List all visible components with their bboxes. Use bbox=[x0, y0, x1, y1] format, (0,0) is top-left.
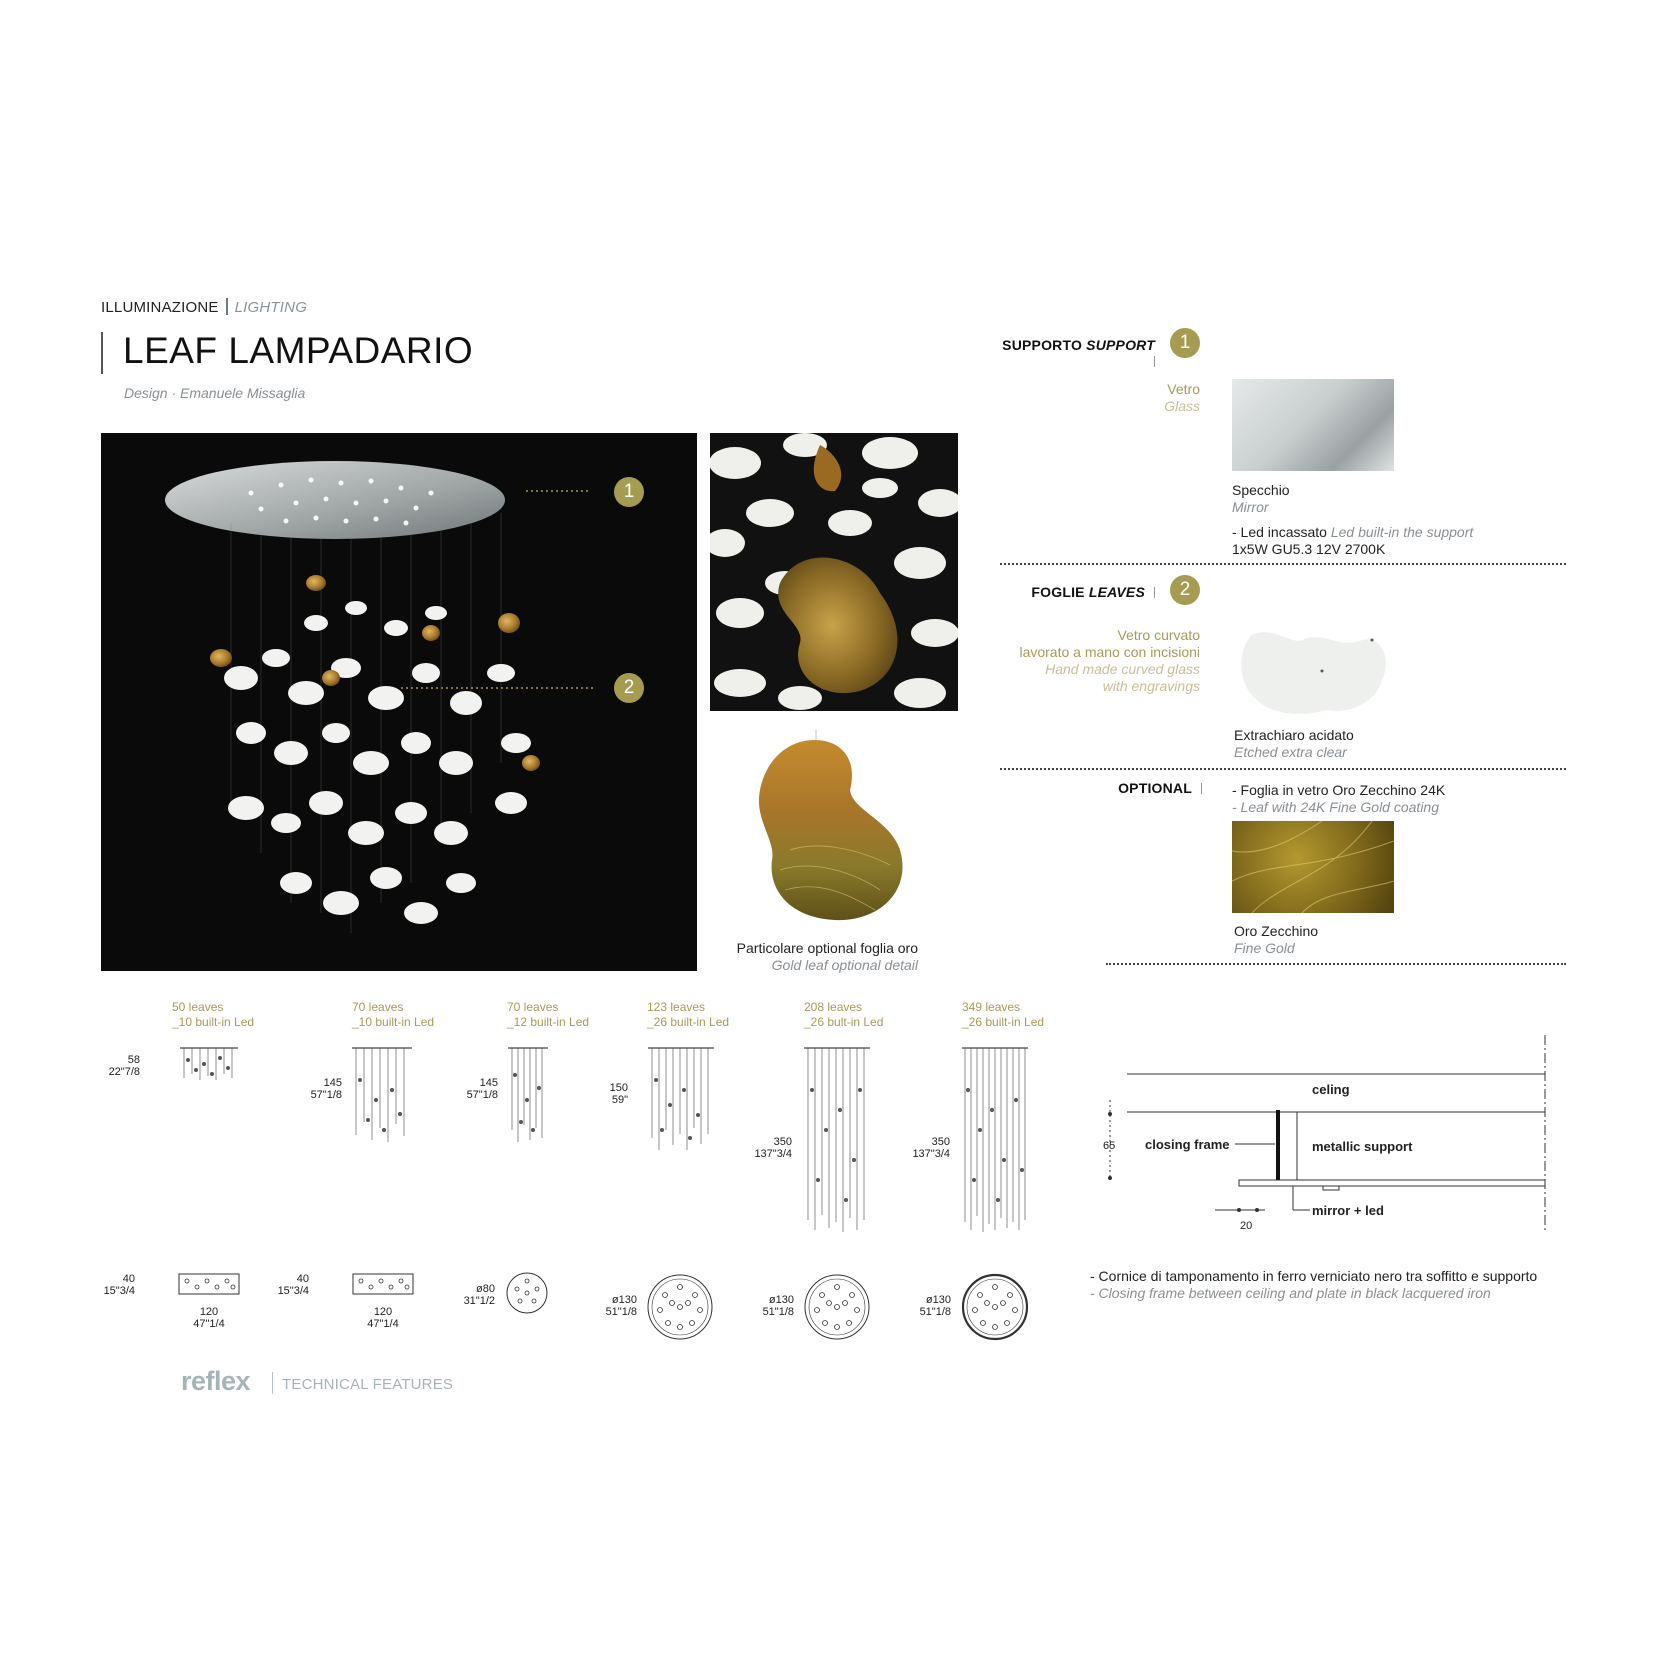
page-title: LEAF LAMPADARIO bbox=[123, 330, 474, 371]
support-heading-divider bbox=[1154, 356, 1155, 367]
config-4-diameter-cm: ø130 bbox=[611, 1294, 637, 1306]
config-3-diameter bbox=[450, 1283, 495, 1307]
support-led-it: - Led incassato bbox=[1232, 524, 1327, 540]
gold-leaf-caption bbox=[700, 940, 918, 974]
config-1-leaves: 50 leaves bbox=[172, 1000, 224, 1014]
config-1-length bbox=[184, 1306, 234, 1330]
optional-heading-text: OPTIONAL bbox=[1118, 780, 1192, 796]
config-5-led: _26 bult-in Led bbox=[804, 1015, 884, 1029]
optional-desc-it: - Foglia in vetro Oro Zecchino 24K bbox=[1232, 782, 1446, 798]
chandelier-photo bbox=[101, 433, 697, 971]
config-4-diameter bbox=[592, 1294, 637, 1318]
config-3-diameter-cm: ø80 bbox=[476, 1283, 495, 1295]
support-finish-it: Specchio bbox=[1232, 482, 1290, 498]
leaves-heading-it: FOGLIE bbox=[1031, 584, 1085, 600]
config-3-led: _12 built-in Led bbox=[507, 1015, 590, 1029]
support-led-en: Led built-in the support bbox=[1330, 524, 1474, 540]
optional-finish-en: Fine Gold bbox=[1234, 940, 1295, 956]
config-2-width bbox=[274, 1273, 309, 1297]
config-5-diameter bbox=[749, 1294, 794, 1318]
closing-frame-note-it: - Cornice di tamponamento in ferro verniciato nero tra soffitto e supporto bbox=[1090, 1268, 1538, 1284]
fine-gold-swatch bbox=[1232, 821, 1394, 913]
config-6-diameter-cm: ø130 bbox=[925, 1294, 951, 1306]
leaves-material-en-2: with engravings bbox=[1102, 678, 1200, 694]
closing-frame-note-en: - Closing frame between ceiling and plate in black lacquered iron bbox=[1090, 1285, 1491, 1301]
config-1-width-in: 15"3/4 bbox=[103, 1285, 135, 1297]
config-4-leaves: 123 leaves bbox=[647, 1000, 706, 1014]
leaves-material-it-1: Vetro curvato bbox=[1117, 627, 1200, 643]
support-material bbox=[1100, 381, 1200, 415]
config-5-head bbox=[804, 1000, 883, 1030]
config-1-width bbox=[100, 1273, 135, 1297]
closing-frame-note bbox=[1090, 1268, 1537, 1302]
config-5-diameter-cm: ø130 bbox=[768, 1294, 794, 1306]
config-3-height-cm: 145 bbox=[479, 1077, 498, 1089]
category-it: ILLUMINAZIONE bbox=[101, 299, 219, 316]
config-3-height-in: 57"1/8 bbox=[466, 1089, 498, 1101]
mirror-swatch bbox=[1232, 379, 1394, 471]
config-6-diameter bbox=[906, 1294, 951, 1318]
config-4-head bbox=[647, 1000, 729, 1030]
fine-gold-texture bbox=[1232, 821, 1394, 913]
leaf-detail-photo bbox=[710, 433, 958, 711]
title-accent-bar bbox=[101, 332, 103, 374]
support-badge: 1 bbox=[1170, 328, 1200, 358]
config-3-height bbox=[448, 1077, 498, 1101]
diagram-ceiling-label: celing bbox=[1312, 1082, 1350, 1097]
diagram-width-dim: 20 bbox=[1240, 1220, 1253, 1232]
installation-diagram bbox=[1105, 1030, 1560, 1230]
config-2-height bbox=[292, 1077, 342, 1101]
callout-badge-1: 1 bbox=[614, 477, 644, 507]
divider-leaves bbox=[1000, 768, 1566, 770]
config-2-head bbox=[352, 1000, 434, 1030]
config-3-diameter-in: 31"1/2 bbox=[463, 1295, 495, 1307]
config-6-height-cm: 350 bbox=[931, 1136, 950, 1148]
diagram-metallic-support-label: metallic support bbox=[1312, 1139, 1413, 1154]
config-4-height bbox=[590, 1082, 628, 1106]
config-2-length bbox=[358, 1306, 408, 1330]
etched-glass-illustration bbox=[1232, 625, 1394, 717]
callout-badge-2: 2 bbox=[614, 673, 644, 703]
leaves-finish-en: Etched extra clear bbox=[1234, 744, 1347, 760]
elevation-drawings bbox=[100, 1030, 1060, 1240]
reflex-logo: reflex bbox=[181, 1366, 251, 1396]
config-2-width-in: 15"3/4 bbox=[277, 1285, 309, 1297]
optional-desc-en: - Leaf with 24K Fine Gold coating bbox=[1232, 799, 1440, 815]
config-5-diameter-in: 51"1/8 bbox=[762, 1306, 794, 1318]
support-material-it: Vetro bbox=[1167, 381, 1200, 397]
leaves-material bbox=[960, 627, 1200, 695]
diagram-mirror-led-label: mirror + led bbox=[1312, 1203, 1384, 1218]
caption-it: Particolare optional foglia oro bbox=[736, 940, 918, 956]
config-1-width-cm: 40 bbox=[122, 1273, 135, 1285]
optional-finish bbox=[1234, 923, 1318, 957]
leaves-finish-it: Extrachiaro acidato bbox=[1234, 727, 1354, 743]
support-finish-en: Mirror bbox=[1232, 499, 1269, 515]
config-6-height bbox=[896, 1136, 950, 1160]
config-1-height bbox=[100, 1054, 140, 1078]
category-en: LIGHTING bbox=[234, 299, 308, 316]
gold-leaf-illustration bbox=[740, 730, 930, 930]
config-5-height bbox=[738, 1136, 792, 1160]
config-2-led: _10 built-in Led bbox=[352, 1015, 435, 1029]
etched-glass-swatch bbox=[1232, 625, 1394, 717]
config-2-length-in: 47"1/4 bbox=[367, 1318, 399, 1330]
support-led-spec: 1x5W GU5.3 12V 2700K bbox=[1232, 541, 1386, 557]
config-5-height-cm: 350 bbox=[773, 1136, 792, 1148]
config-2-height-in: 57"1/8 bbox=[310, 1089, 342, 1101]
optional-desc bbox=[1232, 782, 1445, 816]
config-1-height-cm: 58 bbox=[127, 1054, 140, 1066]
leaves-finish bbox=[1234, 727, 1354, 761]
support-material-en: Glass bbox=[1164, 398, 1200, 414]
leaves-material-it-2: lavorato a mano con incisioni bbox=[1019, 644, 1200, 660]
config-4-height-in: 59" bbox=[611, 1094, 628, 1106]
divider-support bbox=[1000, 563, 1566, 565]
config-3-head bbox=[507, 1000, 589, 1030]
divider-optional bbox=[1106, 963, 1566, 965]
config-4-led: _26 built-in Led bbox=[647, 1015, 730, 1029]
config-1-length-in: 47"1/4 bbox=[193, 1318, 225, 1330]
leaves-heading-divider bbox=[1154, 587, 1155, 598]
support-heading-it: SUPPORTO bbox=[1002, 337, 1083, 353]
config-1-head bbox=[172, 1000, 254, 1030]
footer-divider bbox=[272, 1372, 273, 1394]
config-2-height-cm: 145 bbox=[323, 1077, 342, 1089]
config-6-leaves: 349 leaves bbox=[962, 1000, 1021, 1014]
designer-credit: Design · Emanuele Missaglia bbox=[124, 385, 306, 401]
config-3-leaves: 70 leaves bbox=[507, 1000, 559, 1014]
footer-section: TECHNICAL FEATURES bbox=[282, 1376, 454, 1393]
support-led bbox=[1232, 524, 1473, 558]
leaf-closeup-illustration bbox=[710, 433, 958, 711]
category-divider bbox=[226, 298, 228, 315]
support-heading-en: SUPPORT bbox=[1086, 337, 1155, 353]
config-4-diameter-in: 51"1/8 bbox=[605, 1306, 637, 1318]
config-5-height-in: 137"3/4 bbox=[754, 1148, 792, 1160]
config-5-leaves: 208 leaves bbox=[804, 1000, 863, 1014]
config-6-led: _26 built-in Led bbox=[962, 1015, 1045, 1029]
config-1-height-in: 22"7/8 bbox=[108, 1066, 140, 1078]
leaves-heading bbox=[1000, 584, 1155, 600]
config-6-diameter-in: 51"1/8 bbox=[919, 1306, 951, 1318]
config-1-led: _10 built-in Led bbox=[172, 1015, 255, 1029]
diagram-height-dim: 65 bbox=[1103, 1140, 1116, 1152]
optional-finish-it: Oro Zecchino bbox=[1234, 923, 1319, 939]
config-2-width-cm: 40 bbox=[296, 1273, 309, 1285]
config-4-height-cm: 150 bbox=[609, 1082, 628, 1094]
leaves-badge: 2 bbox=[1170, 575, 1200, 605]
config-2-leaves: 70 leaves bbox=[352, 1000, 404, 1014]
config-6-head bbox=[962, 1000, 1044, 1030]
diagram-closing-frame-label: closing frame bbox=[1145, 1137, 1230, 1152]
leaves-material-en-1: Hand made curved glass bbox=[1045, 661, 1200, 677]
support-finish bbox=[1232, 482, 1290, 516]
config-2-length-cm: 120 bbox=[373, 1306, 393, 1318]
caption-en: Gold leaf optional detail bbox=[771, 957, 918, 973]
support-heading bbox=[1000, 337, 1155, 369]
config-1-length-cm: 120 bbox=[199, 1306, 219, 1318]
optional-heading-divider bbox=[1201, 783, 1202, 794]
optional-heading bbox=[1000, 780, 1202, 796]
gold-leaf-photo bbox=[740, 730, 930, 930]
config-6-height-in: 137"3/4 bbox=[912, 1148, 950, 1160]
chandelier-illustration bbox=[101, 433, 697, 971]
category-breadcrumb bbox=[101, 298, 307, 316]
leaves-heading-en: LEAVES bbox=[1088, 584, 1145, 600]
mirror-support-disc bbox=[165, 461, 505, 539]
